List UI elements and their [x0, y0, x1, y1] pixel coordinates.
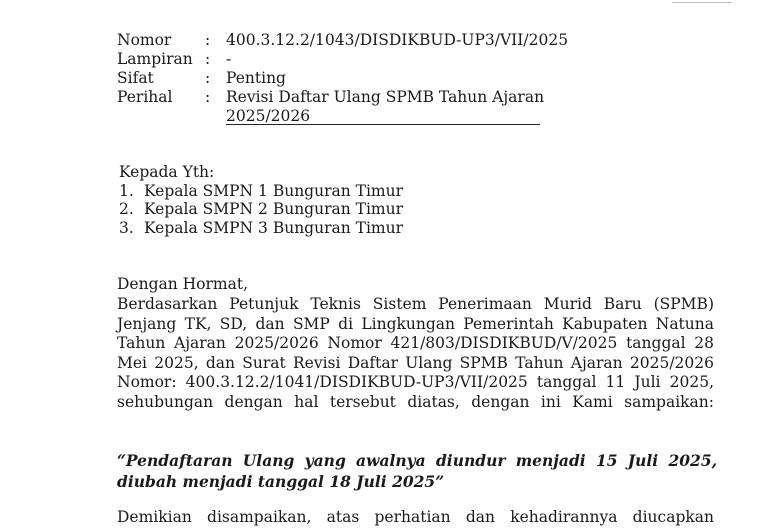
meta-label-sifat: Sifat: [117, 69, 154, 87]
meta-value-perihal-cont: 2025/2026: [226, 107, 311, 125]
list-number: 3.: [119, 218, 134, 237]
paragraph-line: sehubungan dengan hal tersebut diatas, dengan ini Kami sampaikan:: [117, 392, 714, 411]
recipients-block: [119, 163, 403, 237]
list-item: [119, 182, 403, 201]
list-number: 2.: [119, 200, 134, 218]
list-item: [119, 200, 403, 219]
quote-line: diubah menjadi tanggal 18 Juli 2025”: [117, 472, 445, 491]
list-text: Kepala SMPN 3 Bunguran Timur: [144, 218, 404, 237]
list-text: Kepala SMPN 2 Bunguran Timur: [144, 200, 404, 218]
meta-label-perihal: Perihal: [117, 88, 173, 106]
closing-line: Demikian disampaikan, atas perhatian dan kehadirannya diucapkan: [117, 508, 714, 526]
recipients-list: [119, 182, 403, 238]
paragraph-line: Jenjang TK, SD, dan SMP di Lingkungan Pemerintah Kabupaten Natuna: [117, 314, 714, 333]
perihal-underline: [226, 124, 540, 125]
announcement-quote: [117, 450, 717, 492]
meta-colon: :: [205, 69, 211, 87]
meta-colon: :: [205, 31, 211, 49]
paragraph-line: Tahun Ajaran 2025/2026 Nomor 421/803/DISDIKBUD/V/2025 tanggal 28: [117, 334, 714, 352]
meta-colon: :: [205, 88, 211, 106]
meta-value-lampiran: -: [226, 50, 232, 68]
list-item: [119, 219, 403, 238]
list-text: Kepala SMPN 1 Bunguran Timur: [144, 181, 404, 200]
meta-value-nomor: 400.3.12.2/1043/DISDIKBUD-UP3/VII/2025: [226, 31, 569, 49]
meta-colon: :: [205, 50, 211, 68]
greeting: Dengan Hormat,: [117, 275, 249, 293]
top-edge-mark: [672, 0, 732, 3]
paragraph-line: Mei 2025, dan Surat Revisi Daftar Ulang SPMB Tahun Ajaran 2025/2026: [117, 353, 714, 372]
meta-value-perihal: Revisi Daftar Ulang SPMB Tahun Ajaran: [226, 88, 545, 106]
recipients-heading: Kepada Yth:: [119, 163, 215, 181]
list-number: 1.: [119, 181, 134, 200]
meta-label-lampiran: Lampiran: [117, 50, 193, 68]
quote-line: “Pendaftaran Ulang yang awalnya diundur menjadi 15 Juli 2025,: [117, 451, 717, 470]
meta-label-nomor: Nomor: [117, 31, 172, 49]
paragraph-line: Berdasarkan Petunjuk Teknis Sistem Penerimaan Murid Baru (SPMB): [117, 295, 714, 313]
body-paragraph: [117, 295, 714, 412]
meta-value-sifat: Penting: [226, 69, 286, 87]
paragraph-line: Nomor: 400.3.12.2/1041/DISDIKBUD-UP3/VII/2025 tanggal 11 Juli 2025,: [117, 373, 714, 391]
